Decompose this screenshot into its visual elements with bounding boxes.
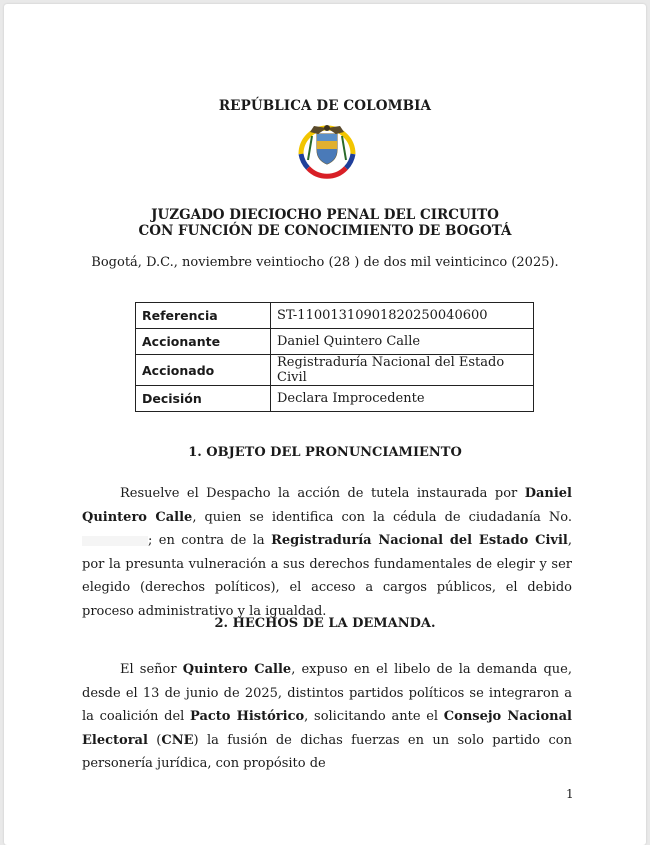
court-line-2: CON FUNCIÓN DE CONOCIMIENTO DE BOGOTÁ <box>138 223 512 239</box>
section-heading-objeto: 1. OBJETO DEL PRONUNCIAMIENTO <box>188 445 462 460</box>
row-label: Accionado <box>136 355 271 386</box>
row-value: Daniel Quintero Calle <box>271 329 534 355</box>
paragraph-objeto: Resuelve el Despacho la acción de tutela instaurada por Daniel Quintero Calle, quien se identifica con la cédula de ciudadanía No. ; en contra de la Registraduría Nacional del Estado Civil, por la presunta vulneración a sus derechos fundamentales de elegir y ser elegido (derechos políticos), el acceso a cargos públicos, el debido proceso administrativo y la igualdad. <box>82 486 572 619</box>
row-label: Referencia <box>136 303 271 329</box>
redacted-id <box>82 536 148 546</box>
section-heading-hechos: 2. HECHOS DE LA DEMANDA. <box>214 616 436 631</box>
row-value: Registraduría Nacional del Estado Civil <box>271 355 534 386</box>
court-line-1: JUZGADO DIECIOCHO PENAL DEL CIRCUITO <box>151 207 499 223</box>
table-row <box>136 355 534 386</box>
country-title: REPÚBLICA DE COLOMBIA <box>218 98 432 114</box>
row-label: Accionante <box>136 329 271 355</box>
dateline: Bogotá, D.C., noviembre veintiocho (28 ) de dos mil veinticinco (2025). <box>91 255 559 270</box>
plaintiff-name: Daniel Quintero Calle <box>82 486 572 525</box>
row-label: Decisión <box>136 386 271 412</box>
row-value: Declara Improcedente <box>271 386 534 412</box>
table-row <box>136 303 534 329</box>
defendant-name: Registraduría Nacional del Estado Civil <box>271 533 568 548</box>
document-page <box>4 4 646 845</box>
page-number: 1 <box>566 787 574 801</box>
table-row <box>136 329 534 355</box>
row-value: ST-11001310901820250040600 <box>271 303 534 329</box>
table-row <box>136 386 534 412</box>
paragraph-hechos: El señor Quintero Calle, expuso en el libelo de la demanda que, desde el 13 de junio de 2025, distintos partidos políticos se integraron a la coalición del Pacto Histórico, solicitando ante el Consejo Nacional Electoral (CNE) la fusión de dichas fuerzas en un solo partido con personería jurídica, con propósito de <box>82 662 573 771</box>
case-reference-table <box>135 302 534 412</box>
court-name <box>4 207 646 239</box>
coat-of-arms-colombia-icon <box>288 114 366 182</box>
